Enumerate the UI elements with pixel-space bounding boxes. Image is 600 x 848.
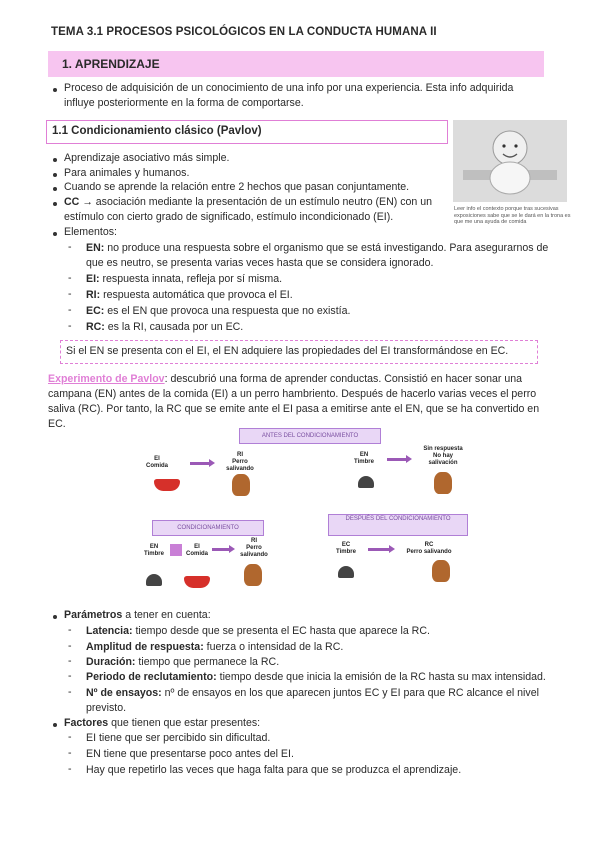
dash-marker: -	[68, 655, 72, 667]
plus-icon	[170, 544, 182, 556]
dash-marker: -	[68, 624, 72, 636]
param-item	[86, 624, 430, 639]
bullet-icon	[53, 202, 57, 206]
param-item	[86, 686, 539, 701]
factor-item: EN tiene que presentarse poco antes del EI.	[86, 748, 294, 760]
ec-line	[86, 304, 350, 319]
cc-text: → asociación mediante la presentación de un estímulo neutro (EN) con un	[79, 196, 433, 208]
param-value: tiempo desde que se presenta el EC hasta que aparece la RC.	[132, 625, 430, 637]
bullet-item: Para animales y humanos.	[64, 167, 190, 179]
en-timbre-label-2: EN Timbre	[144, 544, 164, 557]
dash-marker: -	[68, 241, 72, 253]
dash-marker: -	[68, 272, 72, 284]
bullet-icon	[53, 88, 57, 92]
pavlov-text: : descubrió una forma de aprender conductas. Consistió en hacer sonar una	[164, 373, 523, 385]
condicionamiento-banner: CONDICIONAMIENTO	[152, 520, 264, 536]
pavlov-line-1	[48, 372, 522, 387]
param-key: Nº de ensayos:	[86, 687, 162, 699]
section-heading-text: 1. APRENDIZAJE	[62, 57, 160, 71]
param-value: nº de ensayos en los que aparecen juntos EC y EI para que RC alcance el nivel	[161, 687, 539, 699]
param-value: tiempo que permanece la RC.	[135, 656, 280, 668]
param-value: fuerza o intensidad de la RC.	[203, 641, 344, 653]
bell-icon	[358, 476, 374, 488]
bell-icon	[146, 574, 162, 586]
dash-marker: -	[68, 686, 72, 698]
dog-icon	[432, 560, 450, 582]
rc-perro-label: RC Perro salivando	[406, 542, 452, 555]
arrow-icon	[190, 462, 210, 465]
factores-label: Factores	[64, 717, 109, 729]
baby-photo	[453, 120, 567, 202]
section-heading-aprendizaje	[48, 51, 544, 77]
dog-icon	[244, 564, 262, 586]
ri-text: respuesta automática que provoca el EI.	[100, 289, 293, 301]
elementos-label: Elementos:	[64, 226, 117, 238]
cc-line-2: estímulo con cierto grado de significado, estímulo incondicionado (EI).	[64, 211, 394, 223]
ri-perro-label: RI Perro salivando	[226, 452, 254, 472]
rc-line	[86, 320, 243, 335]
bullet-icon	[53, 173, 57, 177]
param-value: tiempo desde que inicia la emisión de la RC hasta su max intensidad.	[216, 671, 546, 683]
en-line-2: que es neutro, se presenta varias veces hasta que se considera ignorado.	[86, 257, 434, 269]
arrow-icon	[368, 548, 390, 551]
param-previsto: previsto.	[86, 702, 127, 714]
ei-comida-label: EI Comida	[145, 456, 168, 469]
en-text: no produce una respuesta sobre el organismo que se está investigando. Para asegurarnos de	[104, 242, 549, 254]
antes-banner: ANTES DEL CONDICIONAMIENTO	[239, 428, 381, 444]
ei-line	[86, 272, 282, 287]
dash-marker: -	[68, 640, 72, 652]
bell-icon	[338, 566, 354, 578]
callout-text: Si el EN se presenta con el EI, el EN adquiere las propiedades del EI transformándose en EC.	[66, 345, 509, 357]
bullet-icon	[53, 723, 57, 727]
factor-item: EI tiene que ser percibido sin dificultad.	[86, 732, 271, 744]
subsection-heading: 1.1 Condicionamiento clásico (Pavlov)	[52, 125, 262, 137]
param-item	[86, 655, 279, 670]
document-title: TEMA 3.1 PROCESOS PSICOLÓGICOS EN LA CONDUCTA HUMANA II	[51, 26, 437, 38]
intro-line-2: influye posteriormente en la forma de comportarse.	[64, 97, 304, 109]
bullet-icon	[53, 615, 57, 619]
despues-banner: DESPUÉS DEL CONDICIONAMIENTO	[328, 514, 468, 536]
arrow-icon	[387, 458, 407, 461]
ei-comida-label-2: EI Comida	[185, 544, 208, 557]
param-key: Amplitud de respuesta:	[86, 641, 204, 653]
param-item	[86, 640, 343, 655]
bullet-icon	[53, 187, 57, 191]
param-key: Latencia:	[86, 625, 133, 637]
dash-marker: -	[68, 747, 72, 759]
en-label: EN:	[86, 242, 105, 254]
ri-line	[86, 288, 293, 303]
cc-label: CC	[64, 196, 80, 208]
parametros-text: a tener en cuenta:	[122, 609, 211, 621]
parametros-line	[64, 608, 211, 623]
ei-text: respuesta innata, refleja por sí misma.	[99, 273, 283, 285]
ei-label: EI:	[86, 273, 100, 285]
param-key: Periodo de reclutamiento:	[86, 671, 217, 683]
arrow-icon	[212, 548, 230, 551]
dash-marker: -	[68, 304, 72, 316]
pavlov-line-2: campana (EN) antes de la comida (EI) a un perro hambriento. Después de hacerlo varias veces el perro	[48, 388, 537, 400]
dash-marker: -	[68, 731, 72, 743]
dash-marker: -	[68, 320, 72, 332]
dog-icon	[434, 472, 452, 494]
intro-line-1: Proceso de adquisición de un conocimiento de una info por una experiencia. Esta info adquirida	[64, 82, 514, 94]
photo-caption: Leer info el contexto porque tras sucesivas exposiciones sabe que se le dará en la trona es que me una ayuda de comida	[454, 206, 571, 225]
rc-label: RC:	[86, 321, 105, 333]
pavlov-diagram	[132, 424, 472, 599]
dash-marker: -	[68, 763, 72, 775]
pavlov-line-4: EC.	[48, 418, 66, 430]
en-timbre-label: EN Timbre	[354, 452, 374, 465]
factores-line	[64, 716, 260, 731]
ri-perro-label-2: RI Perro salivando	[240, 538, 268, 558]
bullet-item: Aprendizaje asociativo más simple.	[64, 152, 230, 164]
dash-marker: -	[68, 288, 72, 300]
en-line-1	[86, 241, 548, 256]
food-bowl-icon	[184, 576, 210, 588]
subsection-heading-box	[46, 120, 448, 144]
ri-label: RI:	[86, 289, 101, 301]
pavlov-label: Experimento de Pavlov	[48, 373, 165, 385]
param-key: Duración:	[86, 656, 136, 668]
ec-timbre-label: EC Timbre	[336, 542, 356, 555]
factor-item: Hay que repetirlo las veces que haga falta para que se produzca el aprendizaje.	[86, 764, 462, 776]
food-bowl-icon	[154, 479, 180, 491]
cc-line-1	[64, 195, 432, 210]
ec-label: EC:	[86, 305, 105, 317]
ec-text: es el EN que provoca una respuesta que no existía.	[104, 305, 351, 317]
pavlov-line-3: saliva (RC). Por tanto, la RC que se emite ante el EI pasa a emitirse ante el EN, que se ha convertido en	[48, 403, 540, 415]
callout-box	[60, 340, 538, 364]
rc-text: es la RI, causada por un EC.	[104, 321, 244, 333]
parametros-label: Parámetros	[64, 609, 123, 621]
param-item	[86, 670, 546, 685]
bullet-item: Cuando se aprende la relación entre 2 hechos que pasan conjuntamente.	[64, 181, 410, 193]
factores-text: que tienen que estar presentes:	[108, 717, 261, 729]
bullet-icon	[53, 158, 57, 162]
sin-respuesta-label: Sin respuesta No hay salivación	[423, 446, 463, 466]
dash-marker: -	[68, 670, 72, 682]
dog-icon	[232, 474, 250, 496]
bullet-icon	[53, 232, 57, 236]
